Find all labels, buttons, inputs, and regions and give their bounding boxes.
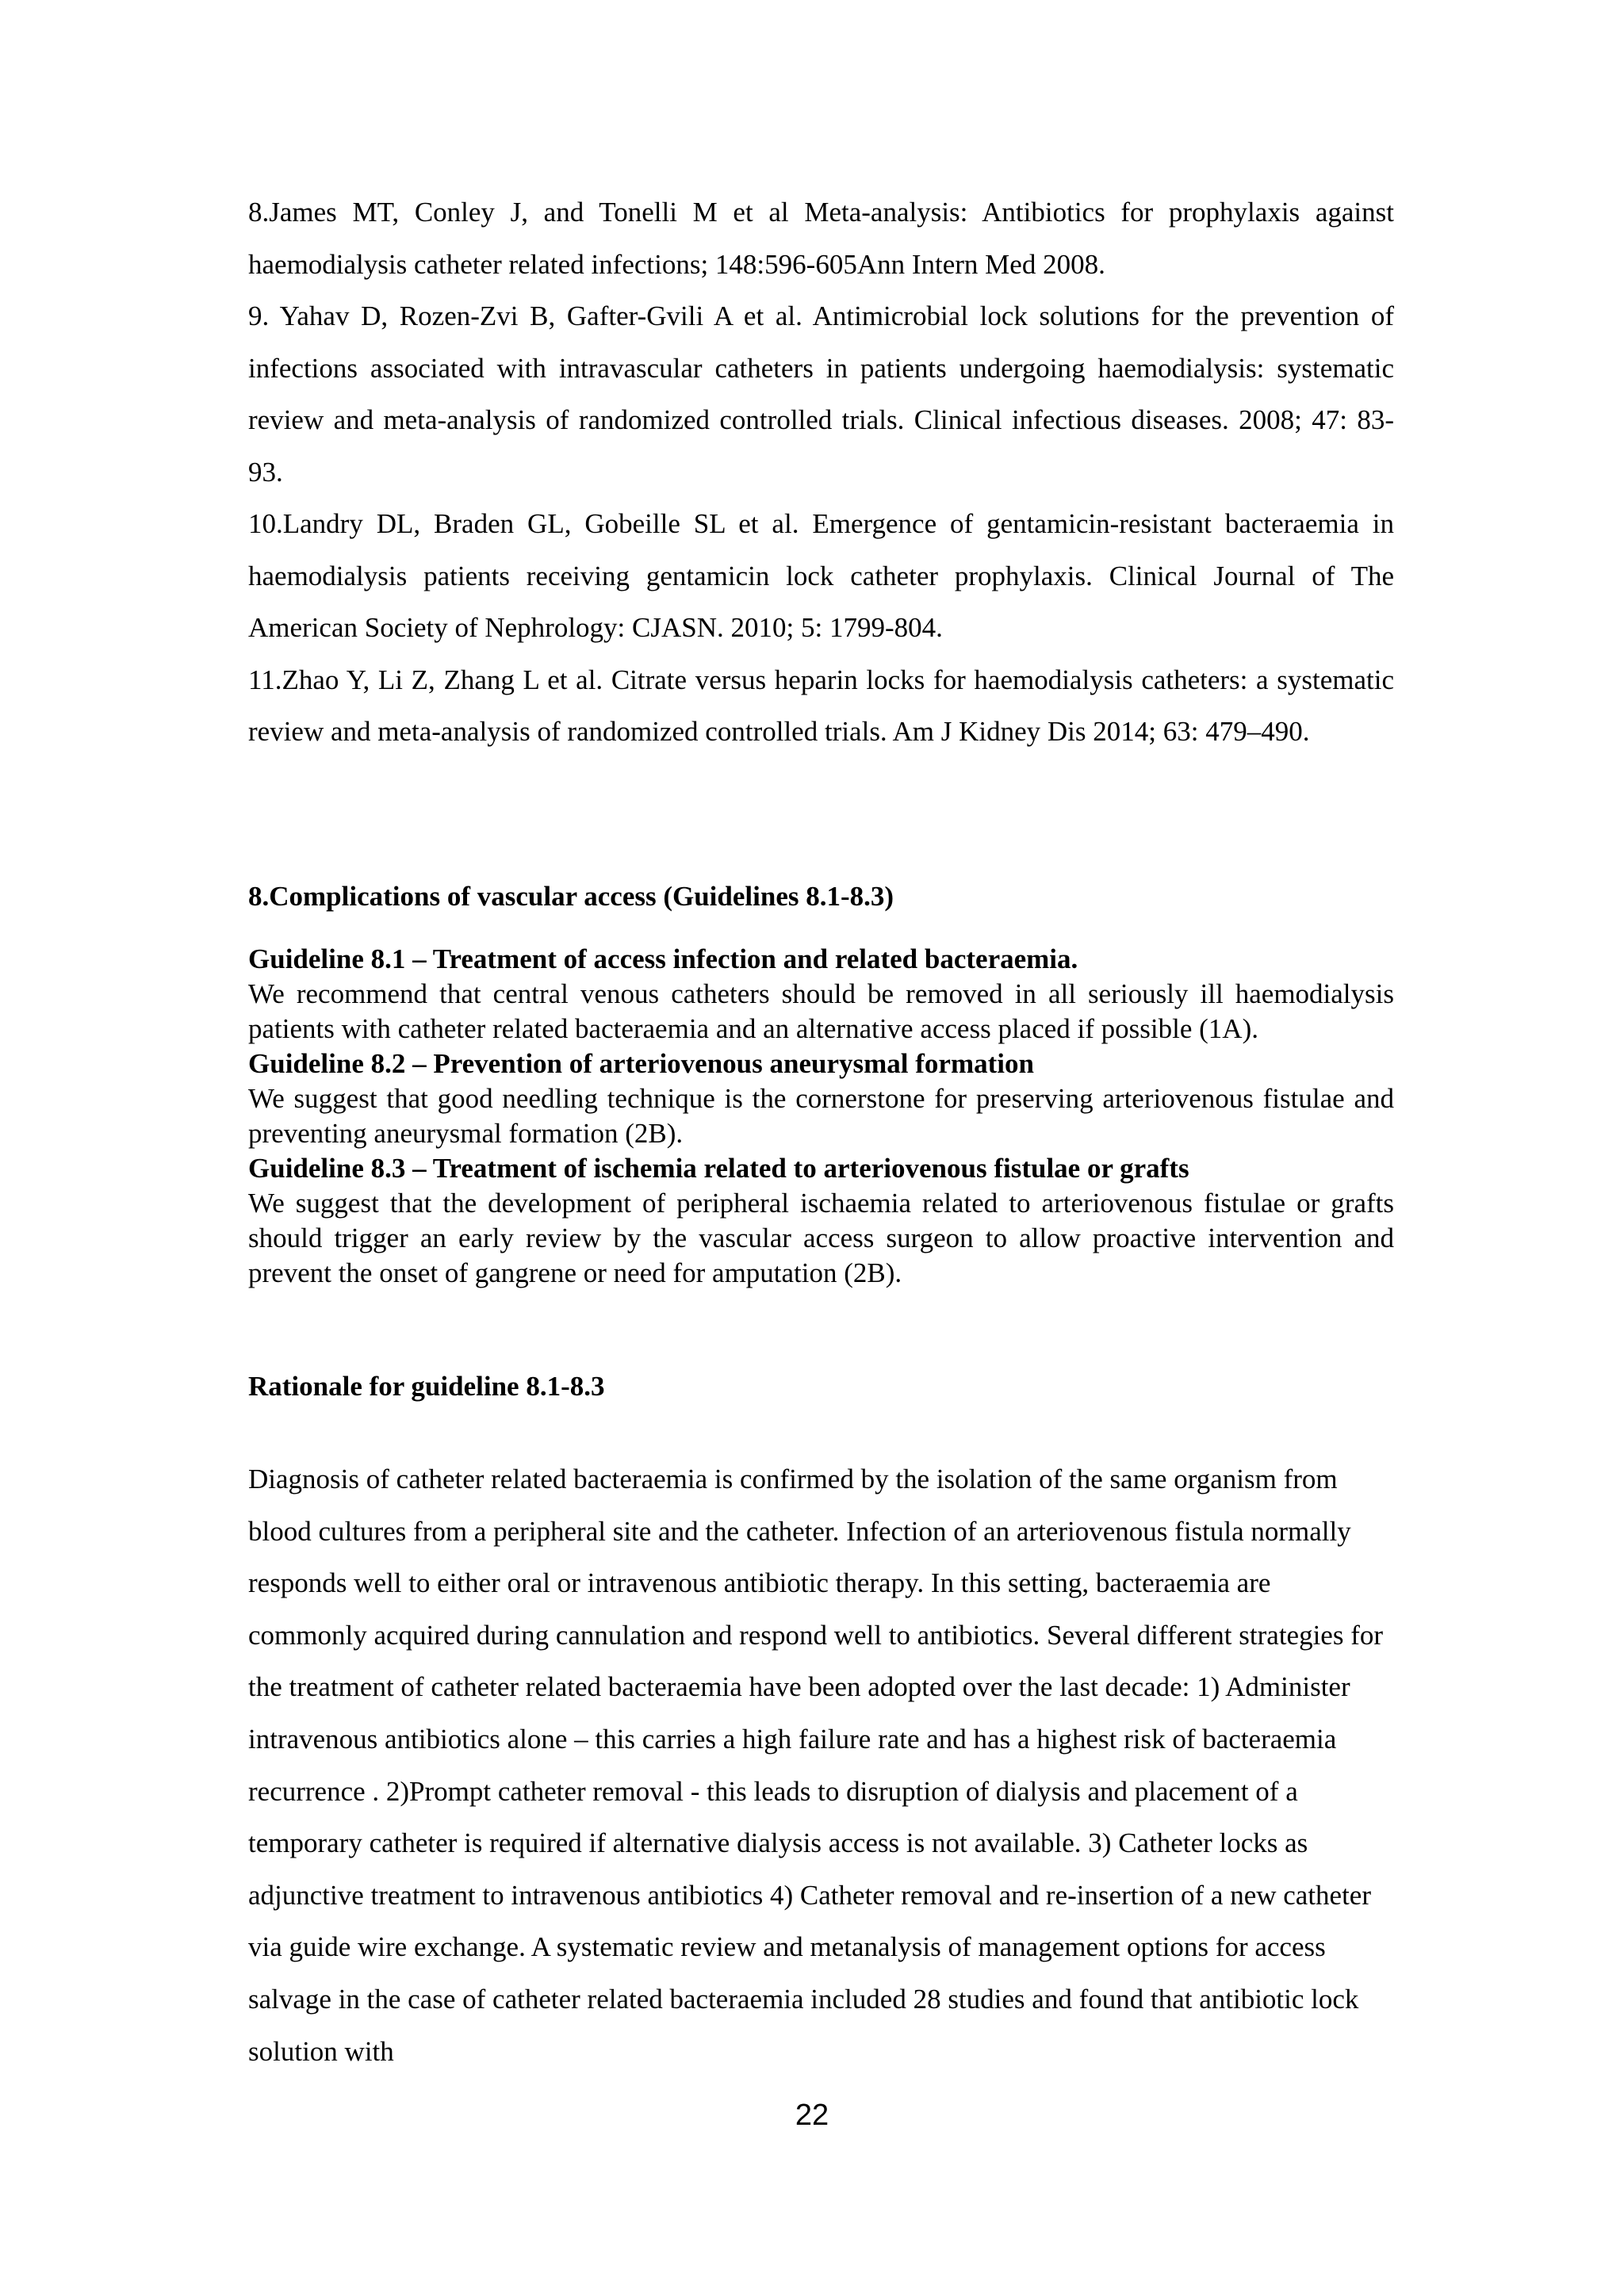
rationale-heading: Rationale for guideline 8.1-8.3	[248, 1371, 605, 1402]
guideline-8-3-title: Guideline 8.3 – Treatment of ischemia related to arteriovenous fistulae or grafts	[248, 1153, 1189, 1184]
guideline-8-3-text: We suggest that the development of peripheral ischaemia related to arteriovenous fistulae or grafts should trigger an early review by the vascular access surgeon to allow proactive intervention and prevent the onset of gangrene or need for amputation (2B).	[248, 1188, 1394, 1288]
reference-item-10: 10.Landry DL, Braden GL, Gobeille SL et al. Emergence of gentamicin-resistant bacteraemia in haemodialysis patients receiving gentamicin lock catheter prophylaxis. Clinical Journal of The American Society of Nephrology: CJASN. 2010; 5: 1799-804.	[248, 508, 1394, 643]
reference-list	[248, 186, 1394, 758]
page-number: 22	[795, 2099, 829, 2132]
rationale-body	[248, 1453, 1394, 2077]
reference-item-11: 11.Zhao Y, Li Z, Zhang L et al. Citrate versus heparin locks for haemodialysis catheters: a systematic review and meta-analysis of randomized controlled trials. Am J Kidney Dis 2014; 63: 479–490.	[248, 664, 1394, 747]
reference-item-8: 8.James MT, Conley J, and Tonelli M et al Meta-analysis: Antibiotics for prophylaxis against haemodialysis catheter related infections; 148:596-605Ann Intern Med 2008.	[248, 197, 1394, 280]
guideline-8-2-text: We suggest that good needling technique is the cornerstone for preserving arteriovenous fistulae and preventing aneurysmal formation (2B).	[248, 1083, 1394, 1149]
guidelines-block	[248, 942, 1394, 1291]
section-heading: 8.Complications of vascular access (Guidelines 8.1-8.3)	[248, 881, 894, 912]
rationale-paragraph: Diagnosis of catheter related bacteraemia is confirmed by the isolation of the same organism from blood cultures from a peripheral site and the catheter. Infection of an arteriovenous fistula normally responds well to either oral or intravenous antibiotic therapy. In this setting, bacteraemia are commonly acquired during cannulation and respond well to antibiotics. Several different strategies for the treatment of catheter related bacteraemia have been adopted over the last decade: 1) Administer intravenous antibiotics alone – this carries a high failure rate and has a highest risk of bacteraemia recurrence . 2)Prompt catheter removal - this leads to disruption of dialysis and placement of a temporary catheter is required if alternative dialysis access is not available. 3) Catheter locks as adjunctive treatment to intravenous antibiotics 4) Catheter removal and re-insertion of a new catheter via guide wire exchange. A systematic review and metanalysis of management options for access salvage in the case of catheter related bacteraemia included 28 studies and found that antibiotic lock solution with	[248, 1464, 1384, 2067]
reference-item-9: 9. Yahav D, Rozen-Zvi B, Gafter-Gvili A et al. Antimicrobial lock solutions for the prevention of infections associated with intravascular catheters in patients undergoing haemodialysis: systematic review and meta-analysis of randomized controlled trials. Clinical infectious diseases. 2008; 47: 83-93.	[248, 300, 1394, 488]
guideline-8-1-text: We recommend that central venous catheters should be removed in all seriously ill haemodialysis patients with catheter related bacteraemia and an alternative access placed if possible (1A).	[248, 978, 1394, 1044]
guideline-8-2-title: Guideline 8.2 – Prevention of arteriovenous aneurysmal formation	[248, 1048, 1034, 1079]
guideline-8-1-title: Guideline 8.1 – Treatment of access infection and related bacteraemia.	[248, 943, 1078, 974]
